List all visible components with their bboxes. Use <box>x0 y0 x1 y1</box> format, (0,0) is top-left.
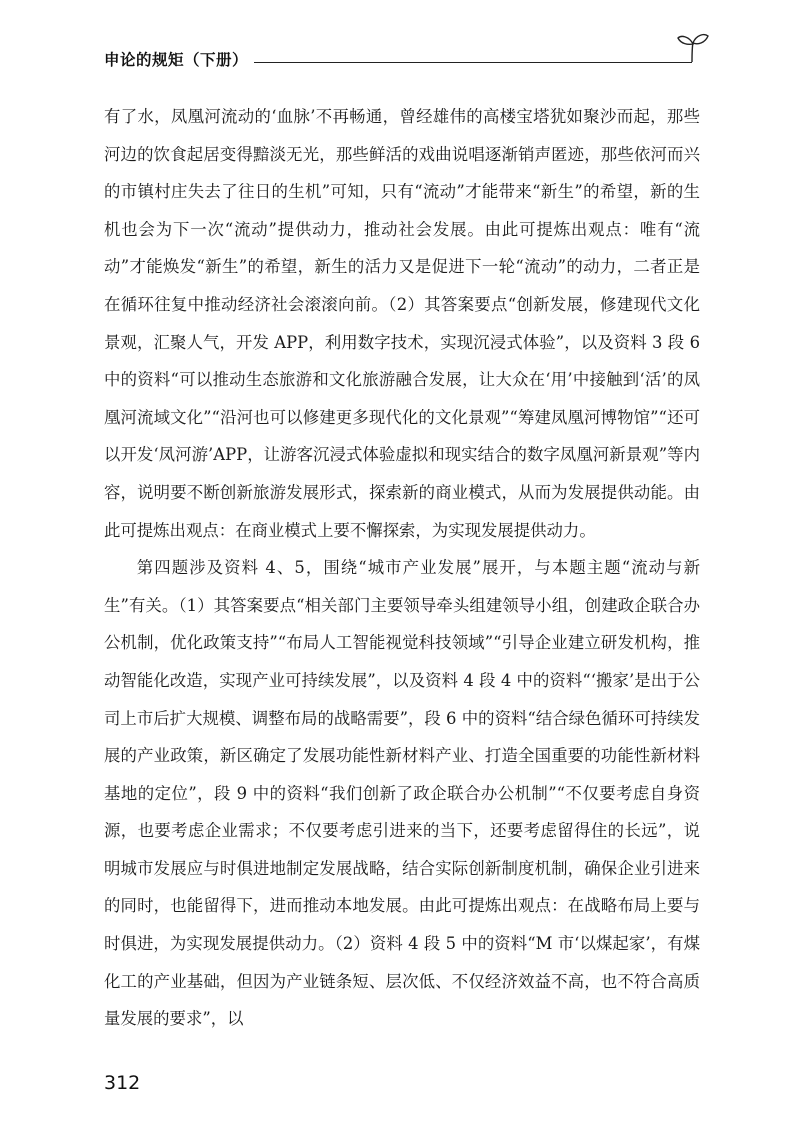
page-number: 312 <box>104 1072 141 1094</box>
body-text <box>104 98 700 1038</box>
header-rule <box>254 62 692 63</box>
paragraph-1: 有了水，凤凰河流动的‘血脉’不再畅通，曾经雄伟的高楼宝塔犹如聚沙而起，那些河边的饮食起居变得黯淡无光，那些鲜活的戏曲说唱逐渐销声匿迹，那些依河而兴的市镇村庄失去了往日的生机”可知，只有“流动”才能带来“新生”的希望，新的生机也会为下一次“流动”提供动力，推动社会发展。由此可提炼出观点：唯有“流动”才能焕发“新生”的希望，新生的活力又是促进下一轮“流动”的动力，二者正是在循环往复中推动经济社会滚滚向前。（2）其答案要点“创新发展，修建现代文化景观，汇聚人气，开发 APP，利用数字技术，实现沉浸式体验”，以及资料 3 段 6 中的资料“可以推动生态旅游和文化旅游融合发展，让大众在‘用’中接触到‘活’的凤凰河流域文化”“沿河也可以修建更多现代化的文化景观”“筹建凤凰河博物馆”“还可以开发‘凤河游’APP，让游客沉浸式体验虚拟和现实结合的数字凤凰河新景观”等内容，说明要不断创新旅游发展形式，探索新的商业模式，从而为发展提供动能。由此可提炼出观点：在商业模式上要不懈探索，为实现发展提供动力。 <box>104 107 700 540</box>
paragraph-2: 第四题涉及资料 4、5，围绕“城市产业发展”展开，与本题主题“流动与新生”有关。（1）其答案要点“相关部门主要领导牵头组建领导小组，创建政企联合办公机制，优化政策支持”“布局人工智能视觉科技领域”“引导企业建立研发机构，推动智能化改造，实现产业可持续发展”，以及资料 4 段 4 中的资料“‘搬家’是出于公司上市后扩大规模、调整布局的战略需要”，段 6 中的资料“结合绿色循环可持续发展的产业政策，新区确定了发展功能性新材料产业、打造全国重要的功能性新材料基地的定位”，段 9 中的资料“我们创新了政企联合办公机制”“不仅要考虑自身资源，也要考虑企业需求；不仅要考虑引进来的当下，还要考虑留得住的长远”，说明城市发展应与时俱进地制定发展战略，结合实际创新制度机制，确保企业引进来的同时，也能留得下，进而推动本地发展。由此可提炼出观点：在战略布局上要与时俱进，为实现发展提供动力。（2）资料 4 段 5 中的资料“M 市‘以煤起家’，有煤化工的产业基础，但因为产业链条短、层次低、不仅经济效益不高，也不符合高质量发展的要求”，以 <box>104 558 700 1029</box>
running-header <box>104 44 704 74</box>
book-title: 申论的规矩（下册） <box>104 51 249 69</box>
sprout-icon <box>676 32 710 64</box>
